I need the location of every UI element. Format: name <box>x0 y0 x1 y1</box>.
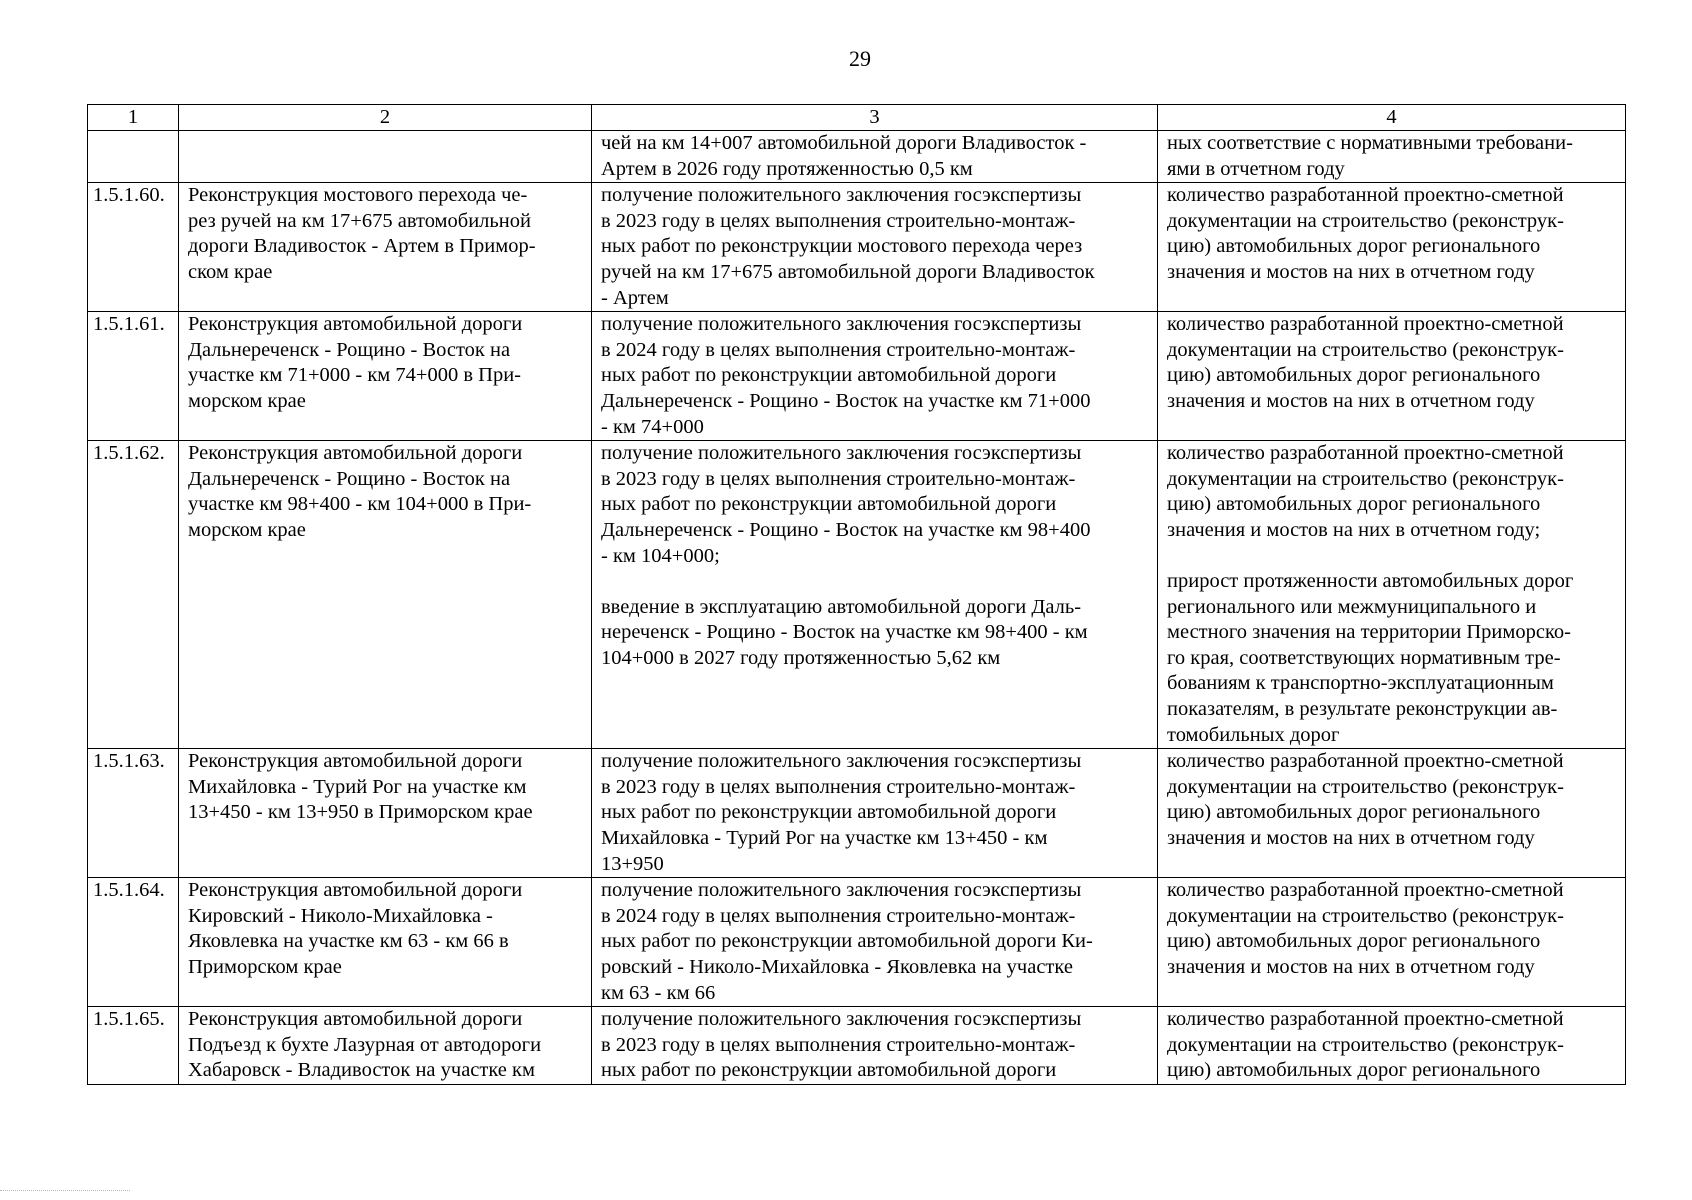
expected-result-text: получение положительного заключения госэкспертизы в 2023 году в целях выполнения строительно-монтаж- ных работ по реконструкции мостового перехода через ручей на км 17+675 автомобильной дороги Владивосток - Артем <box>601 184 1095 309</box>
cell-measure-name <box>179 441 592 749</box>
indicator-text: количество разработанной проектно-сметной документации на строительство (реконструк- цию) автомобильных дорог регионального значения и мостов на них в отчетном году <box>1167 313 1564 412</box>
cell-expected-result <box>592 312 1158 441</box>
table-row <box>88 878 1626 1007</box>
column-header: 3 <box>592 105 1158 131</box>
cell-indicator <box>1158 131 1626 183</box>
cell-expected-result <box>592 878 1158 1007</box>
cell-number: 1.5.1.61. <box>88 312 179 441</box>
table-row <box>88 1007 1626 1085</box>
cell-indicator <box>1158 1007 1626 1085</box>
table-row <box>88 312 1626 441</box>
page-number: 29 <box>849 46 871 71</box>
expected-result-text: введение в эксплуатацию автомобильной дороги Даль- нереченск - Рощино - Восток на участке км 98+400 - км 104+000 в 2027 году протяженностью 5,62 км <box>601 595 1088 669</box>
paragraph-gap <box>601 569 1148 595</box>
cell-expected-result <box>592 1007 1158 1085</box>
column-header: 2 <box>179 105 592 131</box>
cell-indicator <box>1158 183 1626 312</box>
cell-number: 1.5.1.62. <box>88 441 179 749</box>
table-row <box>88 183 1626 312</box>
indicator-text: ных соответствие с нормативными требовани- ями в отчетном году <box>1167 132 1573 180</box>
cell-number: 1.5.1.60. <box>88 183 179 312</box>
table-row <box>88 131 1626 183</box>
table-body <box>88 131 1626 1085</box>
cell-expected-result <box>592 749 1158 878</box>
cell-measure-name <box>179 749 592 878</box>
cell-measure-name <box>179 312 592 441</box>
cell-number: 1.5.1.63. <box>88 749 179 878</box>
indicator-text: количество разработанной проектно-сметной документации на строительство (реконструк- цию) автомобильных дорог регионального значения и мостов на них в отчетном году <box>1167 750 1564 850</box>
expected-result-text: получение положительного заключения госэкспертизы в 2024 году в целях выполнения строительно-монтаж- ных работ по реконструкции автомобильной дороги Дальнереченск - Рощино - Восток на участке км 71+000 - км 74+000 <box>601 313 1091 438</box>
cell-measure-name <box>179 878 592 1007</box>
measure-name-text: Реконструкция автомобильной дороги Подъезд к бухте Лазурная от автодороги Хабаровск - Владивосток на участке км <box>188 1008 542 1082</box>
indicator-text: прирост протяженности автомобильных дорог регионального или межмуниципального и местного значения на территории Приморско- го края, соответствующих нормативным тре- бованиям к транспортно-эксплуатационным показателям, в результате реконструкции ав- томобильных дорог <box>1167 570 1574 746</box>
header-row <box>88 105 1626 131</box>
table-row <box>88 749 1626 878</box>
expected-result-text: получение положительного заключения госэкспертизы в 2024 году в целях выполнения строительно-монтаж- ных работ по реконструкции автомобильной дороги Ки- ровский - Николо-Михайловка - Яковлевка на участке км 63 - км 66 <box>601 879 1093 1004</box>
cell-measure-name <box>179 131 592 183</box>
cell-indicator <box>1158 312 1626 441</box>
cell-expected-result <box>592 441 1158 749</box>
paragraph-gap <box>1167 544 1616 570</box>
indicator-text: количество разработанной проектно-сметной документации на строительство (реконструк- цию) автомобильных дорог регионального значения и мостов на них в отчетном году; <box>1167 442 1564 541</box>
cell-indicator <box>1158 749 1626 878</box>
measure-name-text: Реконструкция автомобильной дороги Дальнереченск - Рощино - Восток на участке км 98+400 - км 104+000 в При- морском крае <box>188 442 532 541</box>
measures-table <box>87 104 1626 1085</box>
indicator-text: количество разработанной проектно-сметной документации на строительство (реконструк- цию) автомобильных дорог регионального значения и мостов на них в отчетном году <box>1167 879 1564 978</box>
expected-result-text: получение положительного заключения госэкспертизы в 2023 году в целях выполнения строительно-монтаж- ных работ по реконструкции автомобильной дороги Михайловка - Турий Рог на участке км 13+450 - км 13+950 <box>601 750 1082 875</box>
scan-artifact <box>0 1190 130 1194</box>
cell-indicator <box>1158 878 1626 1007</box>
cell-number: 1.5.1.64. <box>88 878 179 1007</box>
cell-measure-name <box>179 183 592 312</box>
cell-number <box>88 131 179 183</box>
cell-expected-result <box>592 131 1158 183</box>
cell-measure-name <box>179 1007 592 1085</box>
cell-number: 1.5.1.65. <box>88 1007 179 1085</box>
indicator-text: количество разработанной проектно-сметной документации на строительство (реконструк- цию) автомобильных дорог регионального <box>1167 1008 1564 1082</box>
cell-expected-result <box>592 183 1158 312</box>
measure-name-text: Реконструкция автомобильной дороги Кировский - Николо-Михайловка - Яковлевка на участке км 63 - км 66 в Приморском крае <box>188 879 523 978</box>
expected-result-text: чей на км 14+007 автомобильной дороги Владивосток - Артем в 2026 году протяженностью 0,5 км <box>601 132 1087 180</box>
measure-name-text: Реконструкция автомобильной дороги Михайловка - Турий Рог на участке км 13+450 - км 13+950 в Приморском крае <box>188 750 533 824</box>
expected-result-text: получение положительного заключения госэкспертизы в 2023 году в целях выполнения строительно-монтаж- ных работ по реконструкции автомобильной дороги Дальнереченск - Рощино - Восток на участке км 98+400 - км 104+000; <box>601 442 1091 567</box>
table-row <box>88 441 1626 749</box>
cell-indicator <box>1158 441 1626 749</box>
expected-result-text: получение положительного заключения госэкспертизы в 2023 году в целях выполнения строительно-монтаж- ных работ по реконструкции автомобильной дороги <box>601 1008 1082 1082</box>
indicator-text: количество разработанной проектно-сметной документации на строительство (реконструк- цию) автомобильных дорог регионального значения и мостов на них в отчетном году <box>1167 184 1564 283</box>
measure-name-text: Реконструкция автомобильной дороги Дальнереченск - Рощино - Восток на участке км 71+000 - км 74+000 в При- морском крае <box>188 313 523 412</box>
column-header: 1 <box>88 105 179 131</box>
measure-name-text: Реконструкция мостового перехода че- рез ручей на км 17+675 автомобильной дороги Владивосток - Артем в Примор- ском крае <box>188 184 536 283</box>
column-header: 4 <box>1158 105 1626 131</box>
